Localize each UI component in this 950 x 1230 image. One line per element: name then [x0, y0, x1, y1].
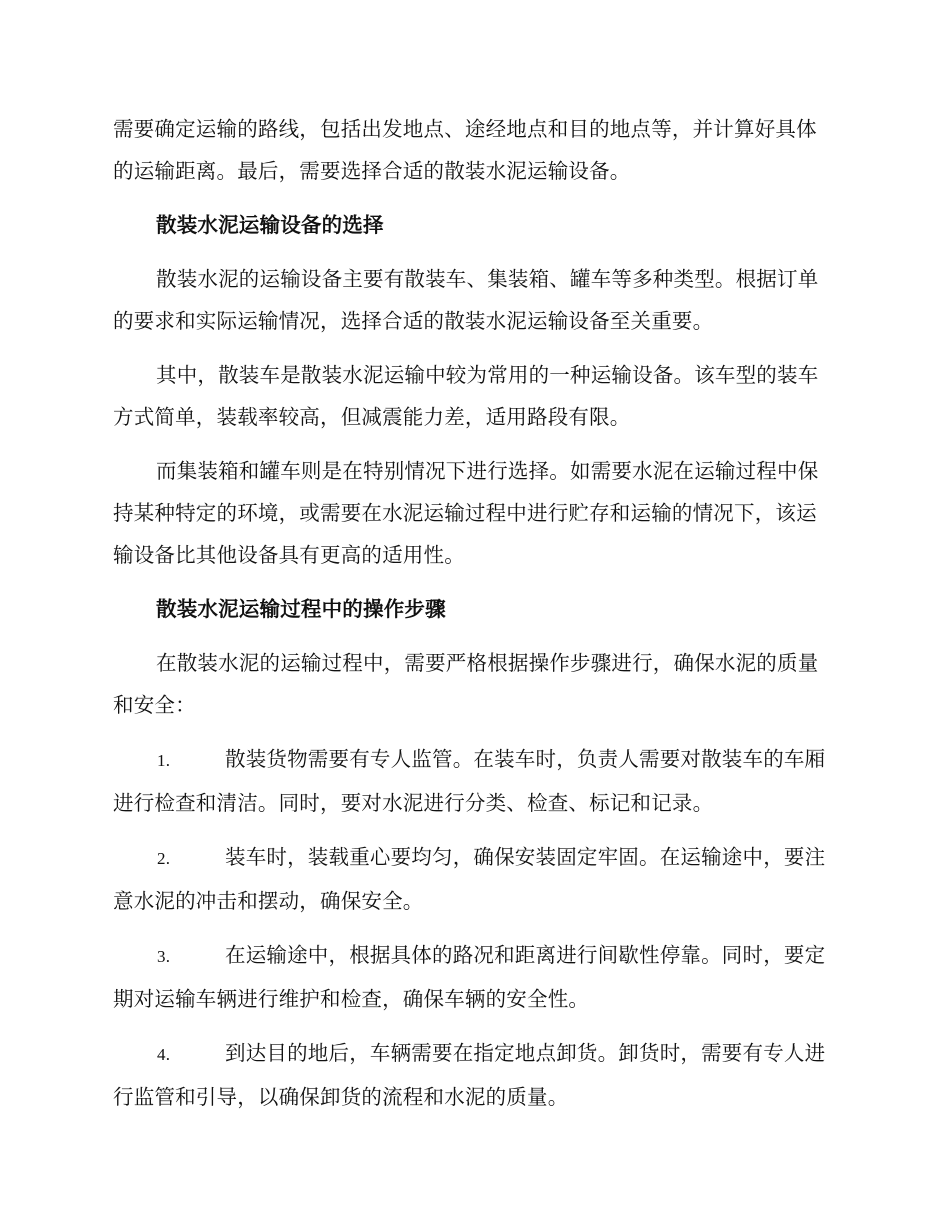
equipment-paragraph: 而集装箱和罐车则是在特别情况下进行选择。如需要水泥在运输过程中保持某种特定的环境，或需要在水泥运输过程中进行贮存和运输的情况下，该运输设备比其他设备具有更高的适用性。: [113, 459, 819, 567]
list-item-number: 3.: [157, 947, 171, 966]
document-body: [113, 108, 833, 1130]
intro-paragraph: 需要确定运输的路线，包括出发地点、途经地点和目的地点等，并计算好具体的运输距离。最后，需要选择合适的散装水泥运输设备。: [113, 117, 817, 183]
list-item-number: 4.: [157, 1045, 171, 1064]
equipment-paragraph: 其中，散装车是散装水泥运输中较为常用的一种运输设备。该车型的装车方式简单，装载率较高，但减震能力差，适用路段有限。: [113, 363, 819, 429]
list-item-number: 2.: [157, 849, 171, 868]
list-item-text: 到达目的地后，车辆需要在指定地点卸货。卸货时，需要有专人进行监管和引导，以确保卸货的流程和水泥的质量。: [113, 1041, 826, 1109]
list-item: [113, 738, 833, 824]
list-item-text: 在运输途中，根据具体的路况和距离进行间歇性停靠。同时，要定期对运输车辆进行维护和检查，确保车辆的安全性。: [113, 943, 826, 1011]
section-heading-equipment: 散装水泥运输设备的选择: [156, 213, 384, 237]
steps-intro-paragraph: 在散装水泥的运输过程中，需要严格根据操作步骤进行，确保水泥的质量和安全：: [113, 651, 819, 717]
equipment-paragraph: 散装水泥的运输设备主要有散装车、集装箱、罐车等多种类型。根据订单的要求和实际运输情况，选择合适的散装水泥运输设备至关重要。: [113, 267, 819, 333]
list-item: [113, 1032, 833, 1118]
list-item-text: 散装货物需要有专人监管。在装车时，负责人需要对散装车的车厢进行检查和清洁。同时，要对水泥进行分类、检查、标记和记录。: [113, 747, 826, 815]
list-item: [113, 836, 833, 922]
section-heading-steps: 散装水泥运输过程中的操作步骤: [156, 597, 446, 621]
list-item-text: 装车时，装载重心要均匀，确保安装固定牢固。在运输途中，要注意水泥的冲击和摆动，确保安全。: [113, 845, 826, 913]
list-item-number: 1.: [157, 751, 171, 770]
list-item: [113, 934, 833, 1020]
